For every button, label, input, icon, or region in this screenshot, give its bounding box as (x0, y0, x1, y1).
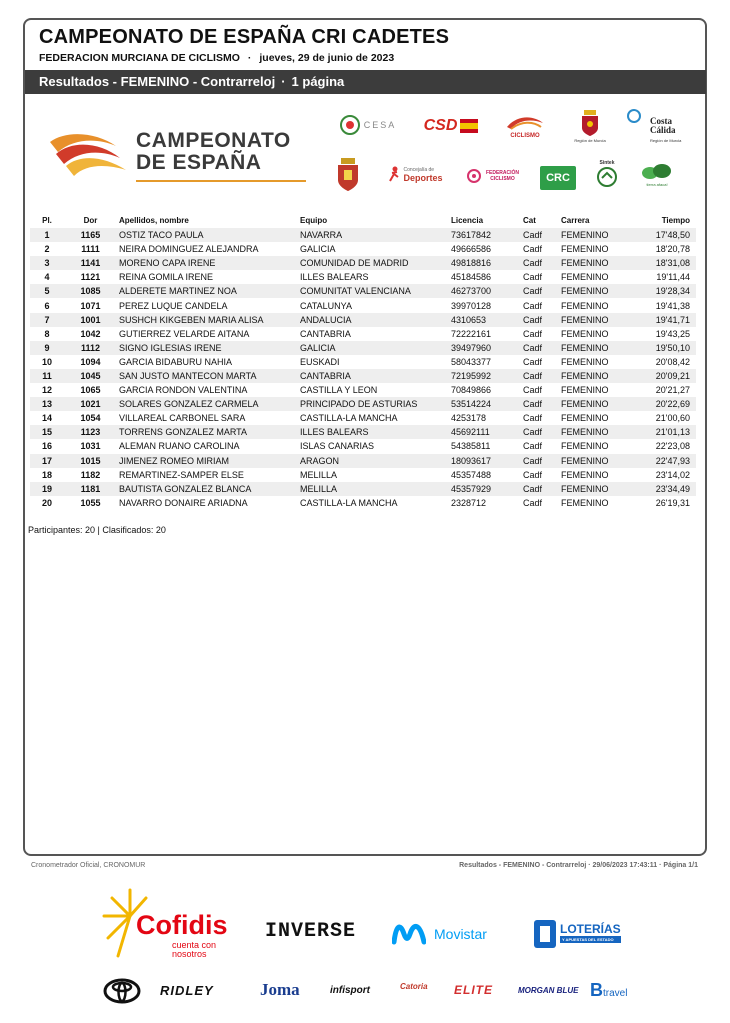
header-cat: Cat (523, 216, 536, 225)
bar-separator: · (281, 74, 286, 89)
table-row (30, 298, 696, 312)
cell-team: ILLES BALEARS (300, 425, 451, 439)
cell-pl: 20 (41, 497, 52, 508)
campeonato-text (136, 130, 291, 174)
cell-pl: 12 (41, 385, 52, 396)
cell-name: REINA GOMILA IRENE (119, 272, 214, 283)
loterias-sub: Y APUESTAS DEL ESTADO (560, 936, 621, 943)
cell-cat: Cadf (523, 454, 557, 468)
infisport-logo: infisport (330, 985, 370, 996)
cell-time: 18'20,78 (655, 244, 690, 255)
cell-team: COMUNIDAD DE MADRID (300, 256, 451, 270)
cell-time: 19'28,34 (627, 284, 696, 298)
deportes-text: Deportes (403, 173, 443, 183)
table-row (30, 341, 696, 355)
table-row (30, 439, 696, 453)
header-license: Licencia (451, 216, 484, 225)
cell-time: 19'43,25 (655, 328, 690, 339)
cell-cat: Cadf (523, 356, 543, 367)
cell-race: FEMENINO (561, 469, 609, 480)
concejalia-deportes-logo (385, 166, 445, 192)
cell-license: 4310653 (451, 313, 523, 327)
cell-team: MELILLA (300, 482, 451, 496)
cell-dor: 1094 (80, 356, 101, 367)
cell-team: CANTABRIA (300, 369, 451, 383)
csd-flag-icon (460, 119, 478, 133)
cell-pl: 8 (44, 328, 50, 339)
cofidis-text: Cofidis (136, 910, 228, 940)
table-row (30, 355, 696, 369)
results-table (30, 213, 696, 510)
joma-logo: Joma (260, 980, 300, 999)
cell-time: 21'00,60 (655, 413, 690, 424)
cell-dor: 1182 (80, 469, 101, 480)
header-race: Carrera (561, 216, 590, 225)
tierra-logo (636, 162, 678, 192)
btravel-text: travel (603, 988, 628, 999)
results-body (30, 228, 696, 510)
cell-dor: 1055 (80, 497, 101, 508)
header-dor: Dor (83, 216, 98, 225)
cell-license: 70849866 (451, 385, 492, 396)
inverse-logo: INVERSE (265, 920, 357, 943)
catoria-logo: Catoria (400, 982, 428, 991)
cell-time: 22'47,93 (627, 454, 696, 468)
cell-license: 39497960 (451, 341, 523, 355)
cell-license: 49818816 (451, 256, 523, 270)
federacion-murciana-logo (464, 168, 522, 190)
campeonato-underline (136, 180, 306, 182)
cell-time: 18'31,08 (627, 256, 696, 270)
cell-name: OSTIZ TACO PAULA (117, 228, 300, 242)
sintek-logo (592, 160, 622, 198)
cell-pl: 18 (41, 469, 52, 480)
cell-time: 23'14,02 (655, 469, 690, 480)
header-name: Apellidos, nombre (119, 216, 189, 225)
morgan-blue-logo: MORGAN BLUE (518, 986, 579, 995)
elite-logo: ELITE (454, 983, 494, 997)
federacion-text: FEDERACIÓN CICLISMO (485, 170, 520, 182)
results-bar (25, 70, 706, 94)
table-row (30, 397, 696, 411)
cell-name: JIMENEZ ROMEO MIRIAM (117, 454, 300, 468)
table-row (30, 228, 696, 242)
costa-line2: Cálida (650, 125, 676, 135)
campeonato-logo (46, 124, 311, 184)
cell-team: CASTILLA Y LEON (300, 385, 378, 396)
header-pl: Pl. (42, 216, 52, 225)
cell-race: FEMENINO (561, 244, 609, 255)
cell-race: FEMENINO (557, 313, 627, 327)
cell-time: 20'22,69 (627, 397, 696, 411)
cell-dor: 1054 (80, 413, 101, 424)
cell-race: FEMENINO (561, 300, 609, 311)
rfec-text: CICLISMO (510, 133, 540, 139)
cell-cat: Cadf (523, 385, 543, 396)
cell-name: NEIRA DOMINGUEZ ALEJANDRA (119, 244, 259, 255)
cesa-logo (333, 115, 403, 139)
cesa-emblem-icon (340, 115, 360, 135)
cell-team: EUSKADI (300, 356, 340, 367)
cell-license: 72222161 (451, 328, 492, 339)
page-subtitle (39, 52, 394, 64)
cell-dor: 1085 (64, 284, 117, 298)
cell-time: 20'08,42 (655, 356, 690, 367)
cell-license: 45357488 (451, 469, 492, 480)
movistar-m-icon (392, 920, 426, 946)
costa-line1: Costa (650, 116, 672, 126)
tierra-hills-icon (640, 162, 674, 180)
cell-dor: 1001 (64, 313, 117, 327)
table-row (30, 327, 696, 341)
campeonato-line2: DE ESPAÑA (136, 151, 262, 174)
federacion-wheel-icon (466, 168, 482, 184)
cell-team: CANTABRIA (300, 328, 351, 339)
cell-license: 18093617 (451, 454, 523, 468)
cell-race: FEMENINO (561, 413, 609, 424)
organizer: FEDERACION MURCIANA DE CICLISMO (39, 52, 240, 64)
cofidis-tag2: nosotros (172, 949, 207, 959)
cell-pl: 9 (30, 341, 64, 355)
cell-name: SIGNO IGLESIAS IRENE (117, 341, 300, 355)
cell-license: 72195992 (451, 369, 523, 383)
cell-cat: Cadf (523, 228, 557, 242)
ridley-logo: RIDLEY (160, 983, 214, 998)
csd-logo (418, 117, 484, 141)
subtitle-separator: · (247, 52, 252, 64)
table-row (30, 256, 696, 270)
csd-text: CSD (423, 117, 458, 134)
cell-cat: Cadf (523, 313, 557, 327)
campeonato-swoosh-icon (46, 128, 134, 178)
cell-team: GALICIA (300, 341, 451, 355)
cell-time: 26'19,31 (655, 497, 690, 508)
cell-cat: Cadf (523, 469, 543, 480)
cell-pl: 10 (41, 356, 52, 367)
cell-cat: Cadf (523, 497, 543, 508)
cell-dor: 1141 (64, 256, 117, 270)
cell-race: FEMENINO (561, 441, 609, 452)
deportes-small-text: Concejalía de (403, 167, 435, 173)
table-row (30, 496, 696, 510)
table-row (30, 284, 696, 298)
costa-line3: Región de Murcia (650, 138, 682, 143)
cell-cat: Cadf (523, 482, 557, 496)
cell-name: VILLAREAL CARBONEL SARA (119, 413, 246, 424)
cell-team: PRINCIPADO DE ASTURIAS (300, 397, 451, 411)
cell-team: ANDALUCIA (300, 313, 451, 327)
cell-name: ALEMAN RUANO CAROLINA (119, 441, 240, 452)
cell-race: FEMENINO (557, 482, 627, 496)
cell-time: 20'09,21 (627, 369, 696, 383)
movistar-text: Movistar (434, 926, 487, 942)
table-row (30, 425, 696, 439)
cell-pl: 7 (30, 313, 64, 327)
cell-license: 58043377 (451, 356, 492, 367)
cell-dor: 1121 (80, 272, 101, 283)
tierra-text: tierra afaca! (646, 182, 668, 187)
cell-dor: 1021 (64, 397, 117, 411)
costa-calida-sun-icon (626, 108, 642, 124)
table-row (30, 369, 696, 383)
cell-team: ARAGON (300, 454, 451, 468)
cell-name: GUTIERREZ VELARDE AITANA (119, 328, 250, 339)
cell-race: FEMENINO (557, 341, 627, 355)
cell-name: BAUTISTA GONZALEZ BLANCA (117, 482, 300, 496)
cell-race: FEMENINO (557, 454, 627, 468)
cell-pl: 14 (41, 413, 52, 424)
cell-cat: Cadf (523, 425, 557, 439)
rfec-logo (502, 113, 548, 143)
cell-pl: 3 (30, 256, 64, 270)
cell-cat: Cadf (523, 328, 543, 339)
cell-license: 73617842 (451, 228, 523, 242)
cell-dor: 1015 (64, 454, 117, 468)
cell-dor: 1112 (64, 341, 117, 355)
cell-team: CATALUNYA (300, 300, 353, 311)
cell-pl: 16 (41, 441, 52, 452)
cell-team: CASTILLA-LA MANCHA (300, 497, 398, 508)
table-row (30, 411, 696, 425)
loterias-crest-icon (534, 920, 556, 948)
cell-cat: Cadf (523, 369, 557, 383)
table-header-row (30, 213, 696, 228)
cell-race: FEMENINO (561, 356, 609, 367)
toyota-logo (103, 978, 141, 1009)
cell-pl: 13 (30, 397, 64, 411)
cell-time: 19'11,44 (656, 272, 690, 283)
cell-name: GARCIA BIDABURU NAHIA (119, 356, 233, 367)
cell-license: 49666586 (451, 244, 492, 255)
cell-cat: Cadf (523, 284, 557, 298)
cell-cat: Cadf (523, 300, 543, 311)
cell-name: SUSHCH KIKGEBEN MARIA ALISA (117, 313, 300, 327)
btravel-logo (590, 980, 627, 1001)
table-row (30, 482, 696, 496)
cell-cat: Cadf (523, 397, 557, 411)
table-row (30, 383, 696, 397)
cell-name: PEREZ LUQUE CANDELA (119, 300, 228, 311)
cell-license: 39970128 (451, 300, 492, 311)
results-bar-title: Resultados - FEMENINO - Contrarreloj (39, 74, 276, 89)
table-row (30, 454, 696, 468)
cell-pl: 19 (30, 482, 64, 496)
table-row (30, 313, 696, 327)
cell-race: FEMENINO (561, 328, 609, 339)
cell-cat: Cadf (523, 244, 543, 255)
cell-name: ALDERETE MARTINEZ NOA (117, 284, 300, 298)
cell-pl: 4 (44, 272, 50, 283)
cell-race: FEMENINO (561, 497, 609, 508)
cell-time: 21'01,13 (627, 425, 696, 439)
cell-license: 45692111 (451, 425, 523, 439)
cell-pl: 6 (44, 300, 50, 311)
cell-time: 19'41,71 (627, 313, 696, 327)
sintek-text: Sintek (599, 160, 615, 166)
cell-cat: Cadf (523, 272, 543, 283)
cell-race: FEMENINO (561, 272, 609, 283)
btravel-b-icon: B (590, 980, 603, 1000)
cell-license: 46273700 (451, 284, 523, 298)
cell-race: FEMENINO (557, 256, 627, 270)
cofidis-logo (100, 886, 235, 971)
cell-dor: 1065 (80, 385, 101, 396)
cell-team: CASTILLA-LA MANCHA (300, 413, 398, 424)
cell-name: NAVARRO DONAIRE ARIADNA (119, 497, 248, 508)
cesa-text: CESA (363, 120, 397, 130)
cell-team: ISLAS CANARIAS (300, 441, 375, 452)
cell-time: 20'21,27 (655, 385, 690, 396)
cell-name: TORRENS GONZALEZ MARTA (117, 425, 300, 439)
cell-dor: 1031 (80, 441, 101, 452)
cell-pl: 1 (30, 228, 64, 242)
table-row (30, 468, 696, 482)
cell-name: SAN JUSTO MANTECON MARTA (117, 369, 300, 383)
cell-dor: 1042 (80, 328, 101, 339)
cell-time: 23'34,49 (627, 482, 696, 496)
cell-dor: 1045 (64, 369, 117, 383)
rfec-swoosh-icon (505, 113, 545, 131)
cell-license: 2328712 (451, 497, 487, 508)
cell-license: 4253178 (451, 413, 487, 424)
cell-pl: 11 (30, 369, 64, 383)
skoda-badge-icon (596, 166, 618, 188)
page-count: 1 página (291, 74, 345, 89)
cell-time: 19'41,38 (655, 300, 690, 311)
cell-time: 17'48,50 (627, 228, 696, 242)
cartagena-crest-icon (336, 158, 360, 192)
loterias-text: LOTERÍAS (560, 922, 621, 936)
cell-race: FEMENINO (557, 369, 627, 383)
cell-team: NAVARRA (300, 228, 451, 242)
cell-time: 22'23,08 (655, 441, 690, 452)
header-team: Equipo (300, 216, 328, 225)
cell-pl: 2 (44, 244, 50, 255)
footer-info: Resultados - FEMENINO - Contrarreloj · 29/06/2023 17:43:11 · Página 1/1 (459, 862, 698, 869)
crc-logo: CRC (540, 166, 576, 190)
murcia-text: Región de Murcia (574, 138, 606, 143)
cell-license: 53514224 (451, 397, 523, 411)
cell-cat: Cadf (523, 441, 543, 452)
cell-license: 54385811 (451, 441, 491, 452)
cartagena-logo (334, 158, 362, 198)
cell-dor: 1071 (80, 300, 101, 311)
campeonato-line1: CAMPEONATO (136, 129, 291, 152)
runner-icon (387, 166, 401, 182)
cell-dor: 1181 (64, 482, 117, 496)
footer-timekeeper: Cronometrador Oficial, CRONOMUR (31, 862, 146, 869)
cell-race: FEMENINO (557, 425, 627, 439)
cell-pl: 5 (30, 284, 64, 298)
cell-cat: Cadf (523, 341, 557, 355)
cell-pl: 15 (30, 425, 64, 439)
cell-name: REMARTINEZ-SAMPER ELSE (119, 469, 244, 480)
cell-race: FEMENINO (557, 397, 627, 411)
event-date: jueves, 29 de junio de 2023 (259, 52, 395, 64)
cell-time: 19'50,10 (627, 341, 696, 355)
cell-license: 45357929 (451, 482, 523, 496)
table-row (30, 270, 696, 284)
table-row (30, 242, 696, 256)
cell-name: MORENO CAPA IRENE (117, 256, 300, 270)
cell-name: GARCIA RONDON VALENTINA (119, 385, 248, 396)
cell-license: 45184586 (451, 272, 492, 283)
page-title: CAMPEONATO DE ESPAÑA CRI CADETES (39, 26, 450, 48)
cell-race: FEMENINO (557, 228, 627, 242)
cell-race: FEMENINO (561, 385, 609, 396)
toyota-emblem-icon (103, 978, 141, 1004)
cell-cat: Cadf (523, 256, 557, 270)
cell-name: SOLARES GONZALEZ CARMELA (117, 397, 300, 411)
cell-team: GALICIA (300, 244, 336, 255)
costa-calida-logo (626, 108, 684, 150)
cell-dor: 1111 (81, 244, 100, 255)
participants-summary: Participantes: 20 | Clasificados: 20 (28, 525, 166, 535)
murcia-crest-icon (581, 110, 599, 136)
cell-cat: Cadf (523, 413, 543, 424)
cofidis-tag1: cuenta con (172, 940, 217, 950)
cell-pl: 17 (30, 454, 64, 468)
cell-team: ILLES BALEARS (300, 272, 369, 283)
cell-race: FEMENINO (557, 284, 627, 298)
cell-team: COMUNITAT VALENCIANA (300, 284, 451, 298)
cell-team: MELILLA (300, 469, 338, 480)
cell-dor: 1123 (64, 425, 117, 439)
cell-dor: 1165 (64, 228, 117, 242)
header-time: Tiempo (661, 216, 690, 225)
murcia-logo (566, 110, 614, 150)
